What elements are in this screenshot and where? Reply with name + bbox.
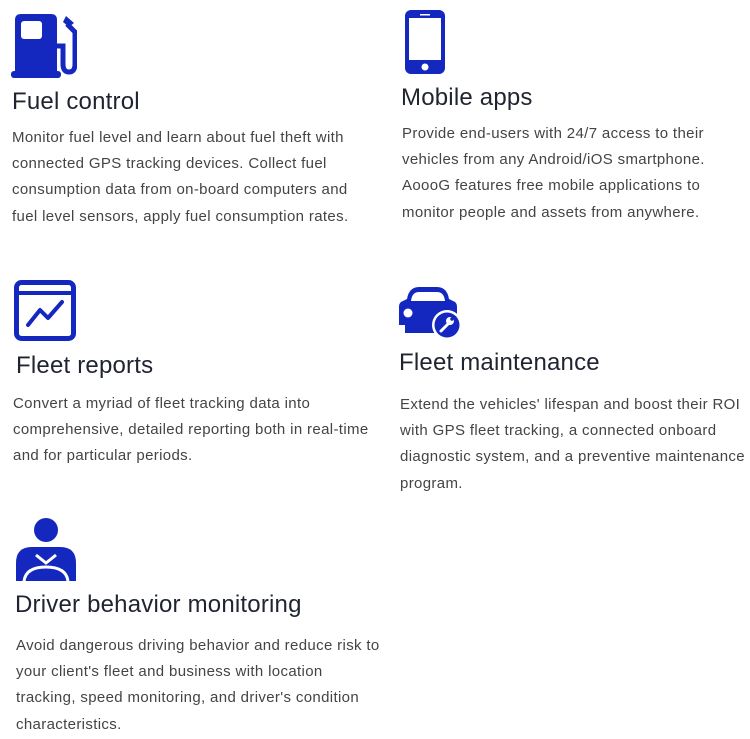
driver-icon (16, 517, 76, 581)
feature-description: Monitor fuel level and learn about fuel theft with connected GPS tracking devices. Collect fuel consumption data from on-board computers and fuel level sensors, apply fuel consumption rates. (12, 129, 349, 225)
feature-description: Avoid dangerous driving behavior and reduce risk to your client's fleet and business with location tracking, speed monitoring, and driver's condition characteristics. (16, 637, 380, 733)
feature-title: Fuel control (12, 88, 140, 115)
feature-description: Convert a myriad of fleet tracking data into comprehensive, detailed reporting both in real-time and for particular periods. (13, 395, 369, 465)
chart-report-icon (14, 280, 76, 341)
smartphone-icon (405, 10, 445, 74)
feature-title: Fleet maintenance (399, 349, 600, 376)
feature-title: Driver behavior monitoring (15, 591, 302, 618)
feature-title: Fleet reports (16, 352, 154, 379)
feature-description: Provide end-users with 24/7 access to their vehicles from any Android/iOS smartphone. AoooG features free mobile applications to monitor people and assets from anywhere. (402, 125, 705, 221)
fuel-pump-icon (11, 14, 77, 78)
feature-description: Extend the vehicles' lifespan and boost their ROI with GPS fleet tracking, a connected onboard diagnostic system, and a preventive maintenance program. (400, 396, 745, 492)
feature-title: Mobile apps (401, 84, 533, 111)
car-wrench-icon (397, 285, 465, 340)
